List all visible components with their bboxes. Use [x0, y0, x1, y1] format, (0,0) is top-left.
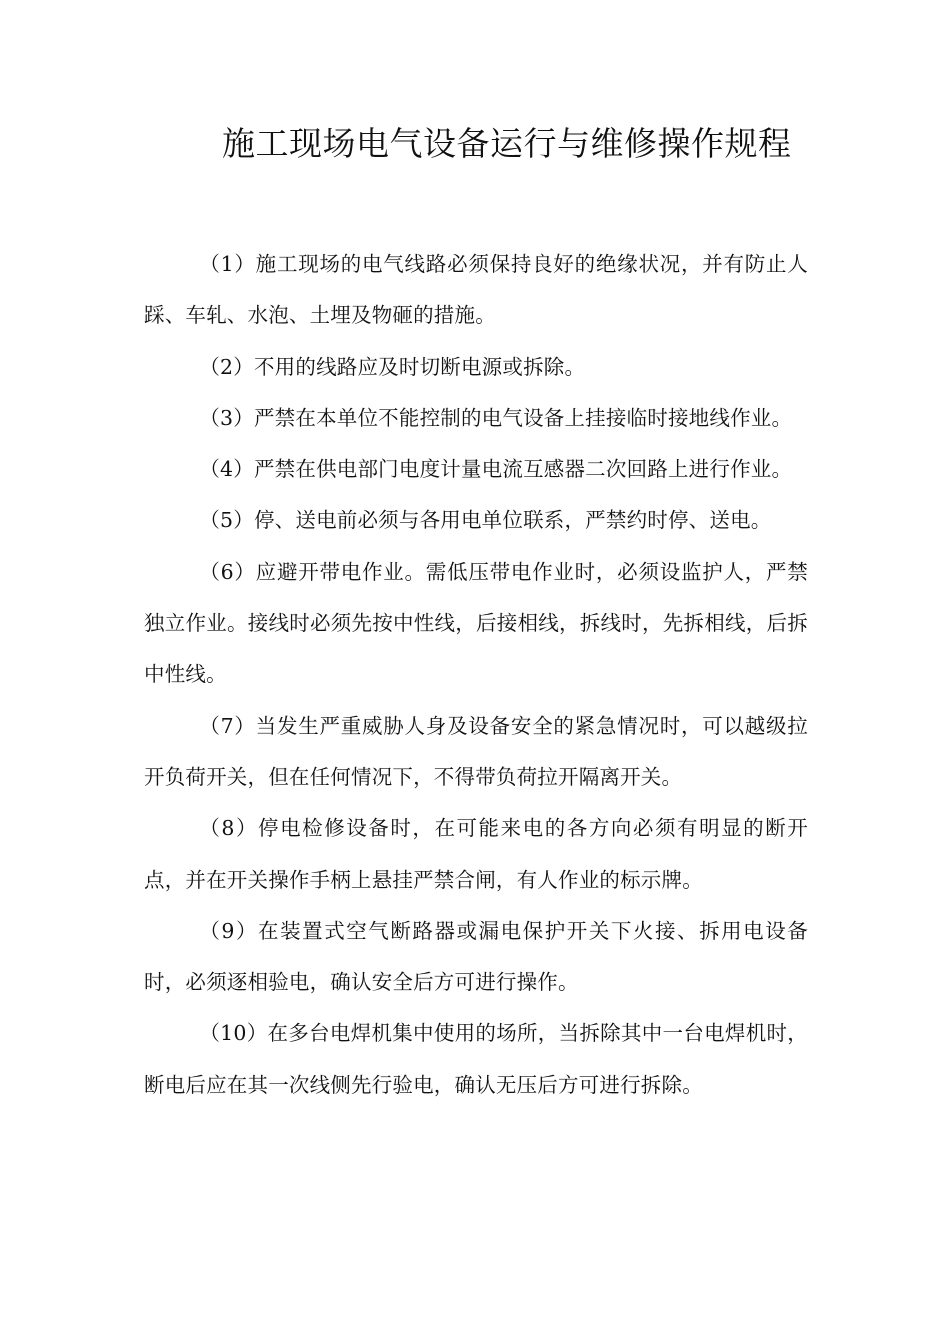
paragraph-3: （3）严禁在本单位不能控制的电气设备上挂接临时接地线作业。 — [199, 405, 793, 430]
paragraph-10: （10）在多台电焊机集中使用的场所，当拆除其中一台电焊机时，断电后应在其一次线侧先行验电，确认无压后方可进行拆除。 — [144, 1021, 808, 1097]
paragraph-5: （5）停、送电前必须与各用电单位联系，严禁约时停、送电。 — [199, 508, 772, 533]
document-title: 施工现场电气设备运行与维修操作规程 — [222, 124, 792, 163]
paragraph-9: （9）在装置式空气断路器或漏电保护开关下火接、拆用电设备时，必须逐相验电，确认安全后方可进行操作。 — [144, 918, 808, 995]
paragraph-4: （4）严禁在供电部门电度计量电流互感器二次回路上进行作业。 — [199, 457, 793, 482]
paragraph-7: （7）当发生严重威胁人身及设备安全的紧急情况时，可以越级拉开负荷开关，但在任何情况下，不得带负荷拉开隔离开关。 — [144, 713, 808, 789]
paragraph-6: （6）应避开带电作业。需低压带电作业时，必须设监护人，严禁独立作业。接线时必须先按中性线，后接相线，拆线时，先拆相线，后拆中性线。 — [144, 559, 808, 687]
paragraph-8: （8）停电检修设备时，在可能来电的各方向必须有明显的断开点，并在开关操作手柄上悬挂严禁合闸，有人作业的标示牌。 — [144, 816, 808, 892]
document-body — [144, 239, 808, 1111]
paragraph-2: （2）不用的线路应及时切断电源或拆除。 — [199, 354, 586, 379]
paragraph-1: （1）施工现场的电气线路必须保持良好的绝缘状况，并有防止人踩、车轧、水泡、土埋及物砸的措施。 — [144, 252, 808, 328]
